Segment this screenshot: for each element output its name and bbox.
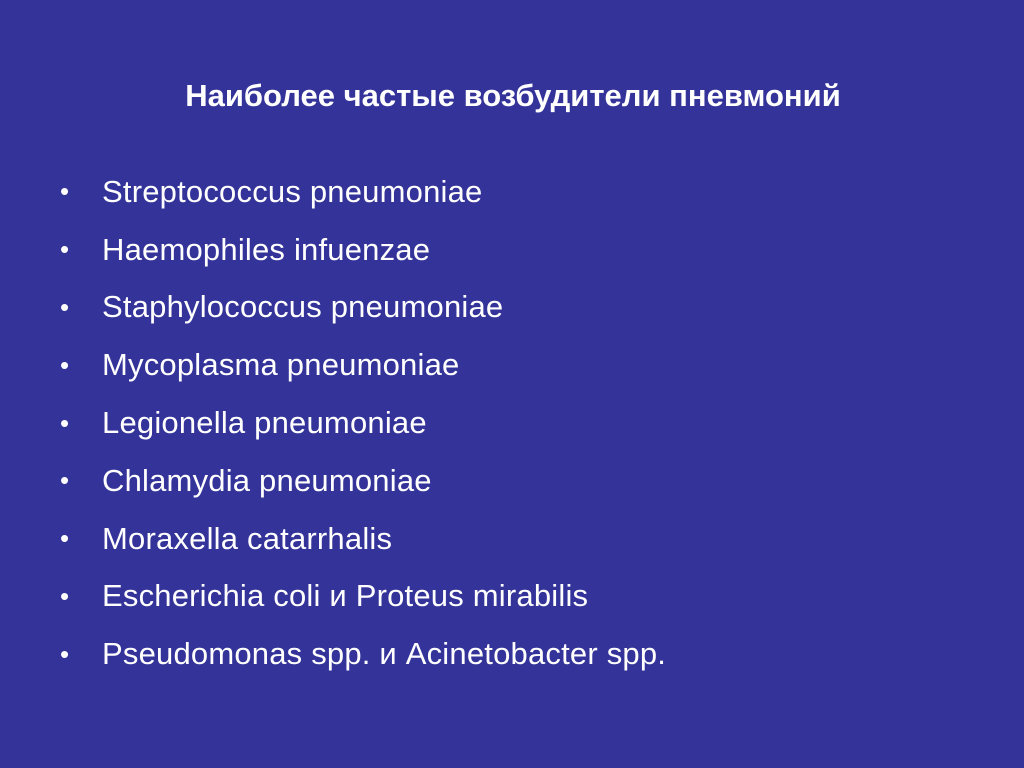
bullet-icon: • bbox=[60, 523, 70, 554]
list-item-text: Moraxella catarrhalis bbox=[102, 520, 393, 556]
list-item bbox=[60, 510, 666, 568]
list-item bbox=[60, 279, 666, 337]
list-item bbox=[60, 163, 666, 221]
list-item bbox=[60, 568, 666, 626]
bullet-icon: • bbox=[60, 291, 70, 322]
list-item bbox=[60, 452, 666, 510]
list-item-text: Chlamydia pneumoniae bbox=[102, 462, 432, 498]
bullet-icon: • bbox=[60, 638, 70, 669]
bullet-icon: • bbox=[60, 580, 70, 611]
bullet-icon: • bbox=[60, 234, 70, 265]
list-item bbox=[60, 221, 666, 279]
list-item bbox=[60, 625, 666, 683]
list-item-text: Staphylococcus pneumoniae bbox=[102, 289, 504, 325]
slide-title: Наиболее частые возбудители пневмоний bbox=[185, 78, 841, 113]
bullet-icon: • bbox=[60, 465, 70, 496]
bullet-icon: • bbox=[60, 407, 70, 438]
list-item-text: Legionella pneumoniae bbox=[102, 405, 427, 441]
list-item-text: Pseudomonas spp. и Acinetobacter spp. bbox=[102, 636, 667, 672]
bullet-icon: • bbox=[60, 176, 70, 207]
list-item-text: Streptococcus pneumoniae bbox=[102, 173, 483, 209]
list-item-text: Haemophiles infuenzae bbox=[102, 231, 431, 267]
list-item-text: Escherichia coli и Proteus mirabilis bbox=[102, 578, 589, 614]
list-item bbox=[60, 394, 666, 452]
list-item-text: Mycoplasma pneumoniae bbox=[102, 347, 460, 383]
bullet-icon: • bbox=[60, 349, 70, 380]
bullet-list bbox=[60, 163, 666, 683]
list-item bbox=[60, 336, 666, 394]
